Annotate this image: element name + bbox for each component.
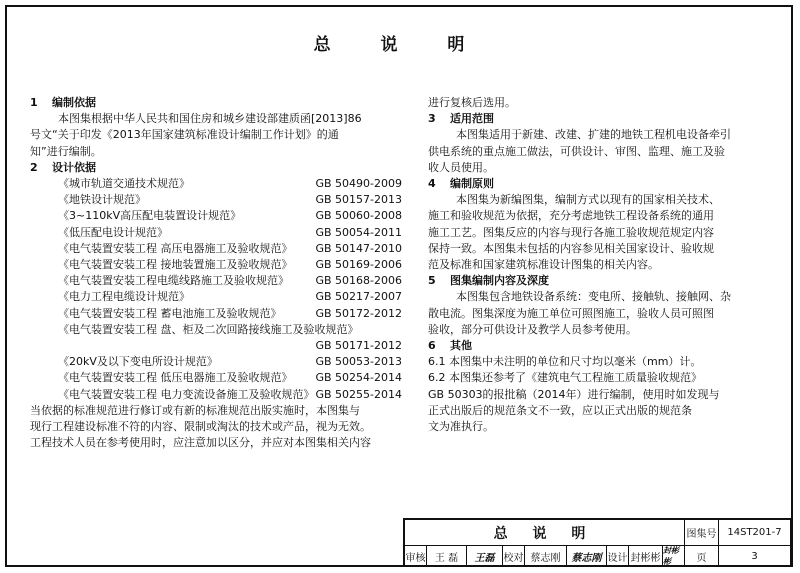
standard-code: GB 50217-2007 — [315, 290, 402, 304]
standard-name: 《电气装置安装工程 接地装置施工及验收规范》 — [58, 258, 293, 272]
standard-code: GB 50147-2010 — [315, 241, 402, 255]
section-title: 图集编制内容及深度 — [450, 274, 549, 288]
standard-row — [30, 176, 410, 192]
page-title: 总 说 明 — [313, 35, 487, 55]
standard-code: GB 50255-2014 — [315, 387, 402, 401]
standard-name: 《地铁设计规范》 — [58, 193, 146, 207]
section-number: 3 — [428, 112, 436, 126]
section-title: 编制原则 — [450, 177, 494, 191]
paragraph-line: 收人员使用。 — [428, 160, 494, 174]
section-6-heading — [428, 338, 778, 354]
standard-name: 《20kV及以下变电所设计规范》 — [58, 355, 218, 369]
standard-row — [30, 387, 410, 403]
paragraph-line: 本图集包含地铁设备系统：变电所、接触轨、接触网、杂 — [456, 290, 731, 304]
standard-row — [30, 225, 410, 241]
standard-row — [30, 208, 410, 224]
standard-row — [30, 289, 410, 305]
design-name: 封彬彬 — [629, 546, 663, 567]
standard-code: GB 50490-2009 — [315, 177, 402, 191]
section-1-heading — [30, 95, 410, 111]
standard-row — [30, 306, 410, 322]
note-line: 当依据的标准规范进行修订或有新的标准规范出版实施时，本图集与 — [30, 403, 360, 417]
atlas-number: 14ST201-7 — [719, 520, 791, 546]
standard-code: GB 50168-2006 — [315, 274, 402, 288]
paragraph-line: 散电流。图集深度为施工单位可照图施工，验收人员可照图 — [428, 306, 714, 320]
paragraph-line: GB 50303的报批稿（2014年）进行编制，使用时如发现与 — [428, 387, 720, 401]
review-label: 审核 — [405, 546, 427, 567]
paragraph-line: 进行复核后选用。 — [428, 96, 516, 109]
standard-code: GB 50254-2014 — [315, 371, 402, 385]
page-label: 页 — [685, 546, 719, 567]
standard-code: GB 50169-2006 — [315, 258, 402, 272]
section-title: 编制依据 — [52, 96, 96, 109]
section-number: 1 — [30, 96, 38, 109]
section-number: 6 — [428, 339, 436, 353]
standard-name: 《电气装置安装工程 蓄电池施工及验收规范》 — [58, 306, 282, 320]
check-name: 蔡志刚 — [525, 546, 567, 567]
standard-name: 《3~110kV高压配电装置设计规范》 — [58, 209, 242, 223]
standard-row — [30, 354, 410, 370]
standard-name: 《城市轨道交通技术规范》 — [58, 177, 190, 191]
standard-row — [30, 322, 410, 338]
atlas-number-label: 图集号 — [685, 520, 719, 546]
section-2-heading — [30, 160, 410, 176]
standard-name: 《电气装置安装工程 盘、柜及二次回路接线施工及验收规范》 — [58, 322, 359, 336]
paragraph-line: 施工工艺。图集反应的内容与现行各施工验收规范规定内容 — [428, 225, 714, 239]
review-signature: 王磊 — [467, 546, 503, 567]
section-number: 4 — [428, 177, 436, 191]
standard-name: 《电气装置安装工程 电力变流设备施工及验收规范》 — [58, 387, 315, 401]
check-signature: 蔡志刚 — [567, 546, 607, 567]
note-line: 现行工程建设标准不符的内容、限制或淘汰的技术或产品，视为无效。 — [30, 420, 371, 434]
design-label: 设计 — [607, 546, 629, 567]
paragraph-line: 施工和验收规范为依据，充分考虑地铁工程设备系统的通用 — [428, 209, 714, 223]
section-5-heading — [428, 273, 778, 289]
paragraph-line: 验收，部分可供设计及教学人员参考使用。 — [428, 322, 637, 336]
title-block-title: 总 说 明 — [405, 520, 685, 546]
paragraph-line: 文为准执行。 — [428, 420, 494, 434]
section-title: 设计依据 — [52, 160, 96, 174]
page-number: 3 — [719, 546, 791, 567]
paragraph-line: 供电系统的重点施工做法，可供设计、审图、监理、施工及验 — [428, 144, 725, 158]
standard-code: GB 50172-2012 — [315, 306, 402, 320]
standard-code: GB 50171-2012 — [315, 339, 402, 353]
section-number: 5 — [428, 274, 436, 288]
standard-name: 《电气装置安装工程电缆线路施工及验收规范》 — [58, 274, 289, 288]
section-title: 适用范围 — [450, 112, 494, 126]
section-number: 2 — [30, 160, 38, 174]
design-signature: 封彬彬 — [663, 546, 685, 567]
paragraph-line: 正式出版后的规范条文不一致，应以正式出版的规范条 — [428, 403, 692, 417]
paragraph-line: 本图集根据中华人民共和国住房和城乡建设部建质函[2013]86 — [58, 112, 362, 126]
section-title: 其他 — [450, 339, 472, 353]
check-label: 校对 — [503, 546, 525, 567]
standard-code: GB 50060-2008 — [315, 209, 402, 223]
paragraph-line: 6.2 本图集还参考了《建筑电气工程施工质量验收规范》 — [428, 371, 702, 385]
review-name: 王 磊 — [427, 546, 467, 567]
title-block — [403, 518, 793, 567]
standard-name: 《电气装置安装工程 高压电器施工及验收规范》 — [58, 241, 293, 255]
paragraph-line: 号文“关于印发《2013年国家建筑标准设计编制工作计划》的通 — [30, 128, 339, 142]
standard-code: GB 50157-2013 — [315, 193, 402, 207]
paragraph-line: 知”进行编制。 — [30, 144, 102, 158]
section-4-heading — [428, 176, 778, 192]
section-3-heading — [428, 111, 778, 127]
standard-code: GB 50053-2013 — [315, 355, 402, 369]
standard-row — [30, 192, 410, 208]
standard-name: 《电气装置安装工程 低压电器施工及验收规范》 — [58, 371, 293, 385]
note-line: 工程技术人员在参考使用时，应注意加以区分，并应对本图集相关内容 — [30, 436, 371, 450]
paragraph-line: 本图集适用于新建、改建、扩建的地铁工程机电设备牵引 — [456, 128, 731, 142]
standard-row — [30, 257, 410, 273]
standard-name: 《电力工程电缆设计规范》 — [58, 290, 190, 304]
standard-row — [30, 370, 410, 386]
left-column — [30, 95, 410, 451]
paragraph-line: 6.1 本图集中未注明的单位和尺寸均以毫米（mm）计。 — [428, 355, 702, 369]
standard-row — [30, 273, 410, 289]
standard-row — [30, 241, 410, 257]
paragraph-line: 范及标准和国家建筑标准设计图集的相关内容。 — [428, 258, 659, 272]
standard-name: 《低压配电设计规范》 — [58, 225, 168, 239]
standard-code: GB 50054-2011 — [315, 225, 402, 239]
right-column — [428, 95, 778, 435]
paragraph-line: 保持一致。本图集未包括的内容参见相关国家设计、验收规 — [428, 241, 714, 255]
paragraph-line: 本图集为新编图集，编制方式以现有的国家相关技术、 — [456, 193, 720, 207]
